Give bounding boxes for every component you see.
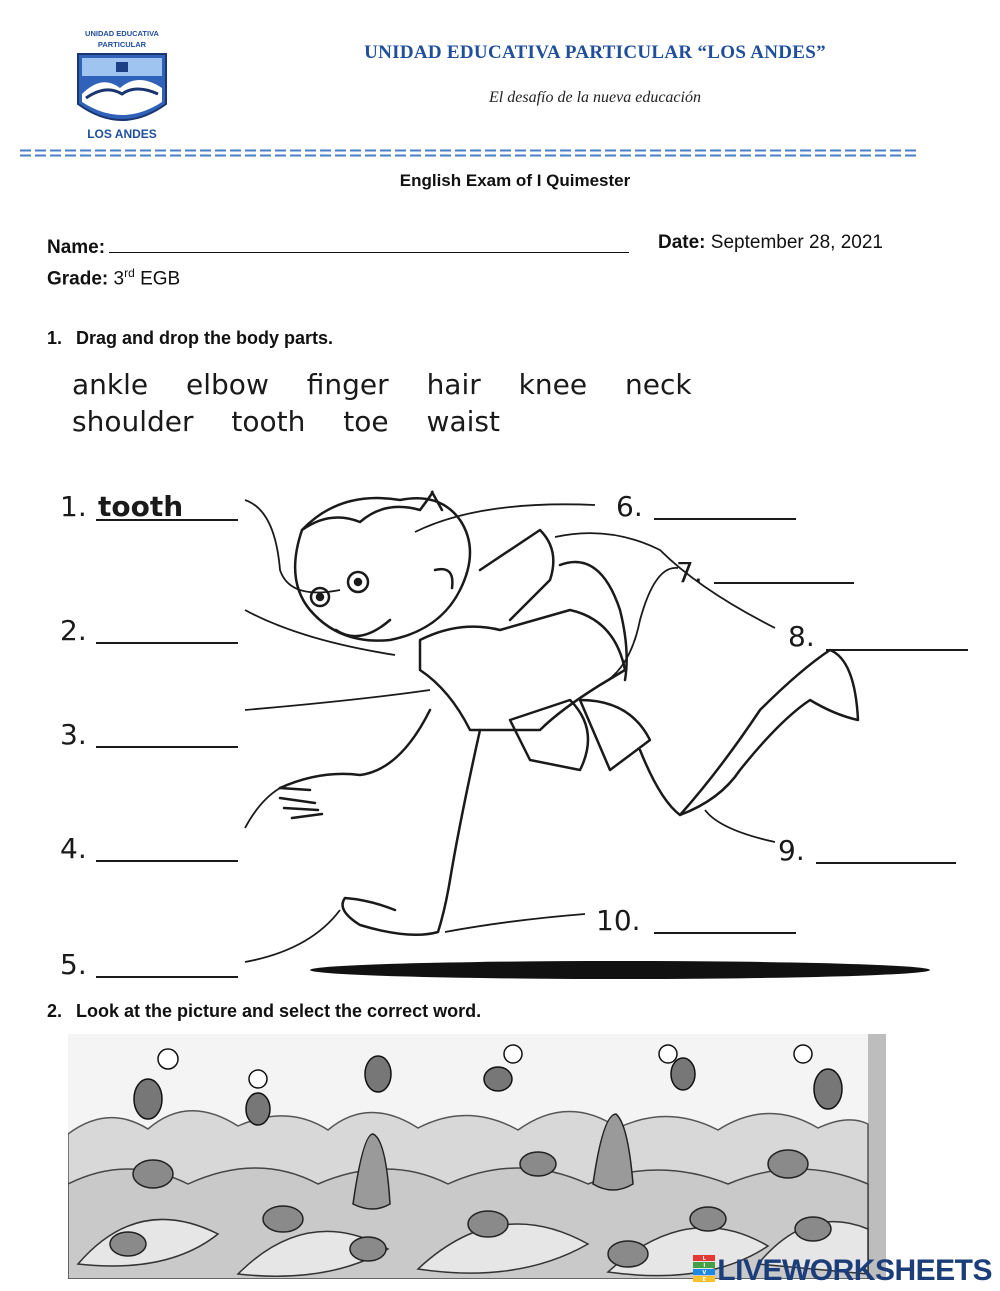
liveworksheets-watermark [693, 1254, 992, 1288]
logo-mid-text: PARTICULAR [97, 40, 147, 49]
school-motto: El desafío de la nueva educación [489, 89, 701, 106]
right-labels [596, 490, 968, 937]
word-bank-item[interactable]: ankle [72, 368, 149, 401]
date-label: Date: [658, 232, 706, 253]
question-2 [47, 1001, 481, 1022]
running-boy-drawing [280, 492, 858, 935]
name-line[interactable] [109, 232, 629, 253]
question-2-text: Look at the picture and select the correct word. [76, 1001, 482, 1021]
label-4: 4. [60, 832, 87, 865]
svg-text:E: E [702, 1277, 706, 1283]
grade-field [47, 266, 180, 290]
logo-top-text: UNIDAD EDUCATIVA [85, 29, 159, 38]
word-bank-row-1 [72, 368, 721, 401]
left-labels [60, 490, 238, 981]
label-2: 2. [60, 614, 87, 647]
answer-1[interactable]: tooth [98, 490, 184, 523]
grade-ordinal: rd [124, 266, 135, 280]
word-bank-item[interactable]: knee [518, 368, 588, 401]
bugs-picture [68, 1034, 886, 1279]
label-7: 7. [676, 556, 703, 589]
label-1: 1. [60, 490, 87, 523]
word-bank-item[interactable]: finger [306, 368, 389, 401]
question-1 [47, 328, 333, 349]
word-bank-item[interactable]: waist [426, 405, 500, 438]
word-bank-item[interactable]: elbow [186, 368, 269, 401]
word-bank-item[interactable]: hair [426, 368, 481, 401]
grade-suffix: EGB [140, 268, 181, 290]
svg-text:V: V [702, 1270, 706, 1276]
school-name: UNIDAD EDUCATIVA PARTICULAR “LOS ANDES” [364, 42, 826, 63]
grade-number: 3 [113, 268, 125, 290]
label-3: 3. [60, 718, 87, 751]
question-1-text: Drag and drop the body parts. [76, 328, 334, 348]
date-field [658, 232, 883, 254]
liveworksheets-logo-icon [693, 1255, 715, 1283]
question-1-number: 1. [47, 328, 63, 348]
word-bank-row-2 [72, 405, 529, 438]
word-bank-item[interactable]: tooth [231, 405, 306, 438]
label-5: 5. [60, 948, 87, 981]
logo-bottom-text: LOS ANDES [87, 127, 157, 141]
grade-label: Grade: [47, 268, 109, 290]
name-field[interactable] [47, 232, 629, 259]
word-bank-item[interactable]: neck [625, 368, 692, 401]
name-label: Name: [47, 237, 106, 258]
ground-shadow [310, 961, 930, 979]
exam-title: English Exam of I Quimester [399, 171, 631, 190]
label-10: 10. [596, 904, 641, 937]
svg-text:I: I [703, 1263, 705, 1269]
label-6: 6. [616, 490, 643, 523]
header-divider [20, 148, 916, 158]
watermark-text: LIVEWORKSHEETS [717, 1254, 992, 1287]
label-8: 8. [788, 620, 815, 653]
school-logo [66, 24, 178, 144]
word-bank-item[interactable]: toe [343, 405, 389, 438]
word-bank-item[interactable]: shoulder [72, 405, 194, 438]
label-9: 9. [778, 834, 805, 867]
svg-text:L: L [702, 1256, 706, 1262]
body-parts-figure [40, 470, 980, 990]
date-value: September 28, 2021 [710, 232, 883, 253]
question-2-number: 2. [47, 1001, 63, 1021]
